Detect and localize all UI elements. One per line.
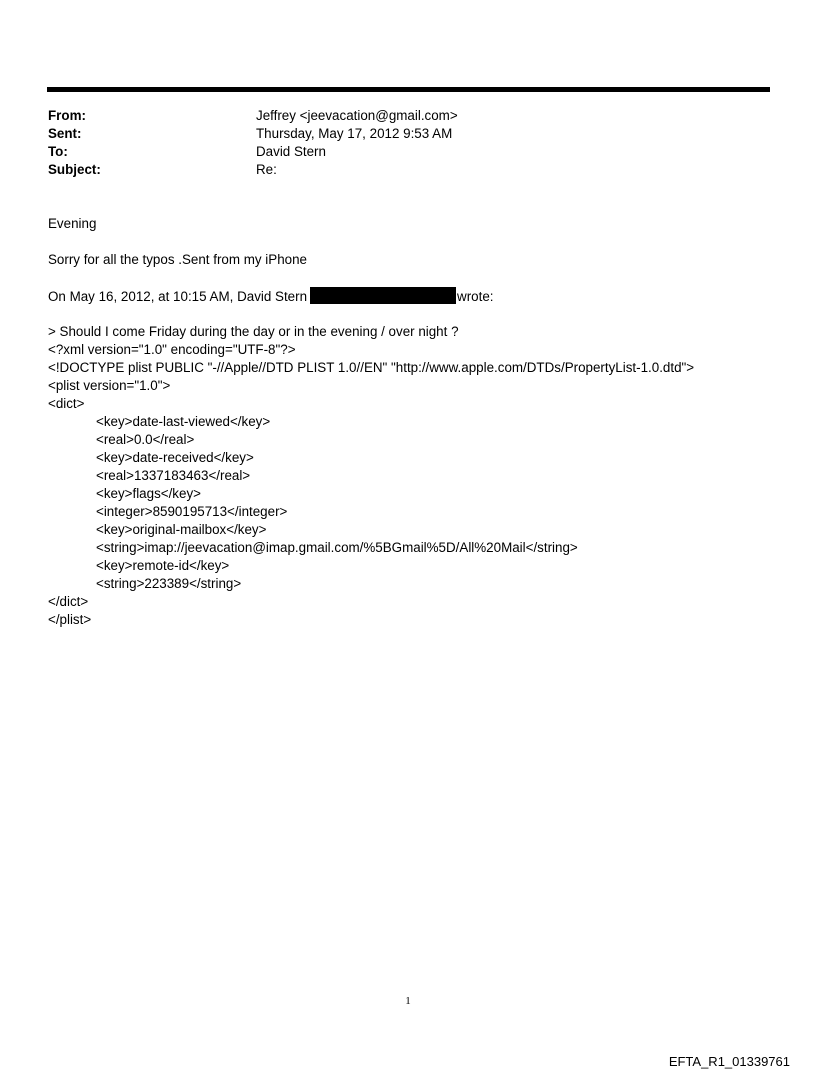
header-row-subject xyxy=(48,161,748,179)
quoted-line: <key>flags</key> xyxy=(96,486,201,501)
sent-label: Sent: xyxy=(48,126,82,141)
page-number: 1 xyxy=(405,995,411,1007)
quoted-line: <integer>8590195713</integer> xyxy=(96,504,288,519)
header-row-sent xyxy=(48,125,748,143)
quoted-line: <string>223389</string> xyxy=(96,576,242,591)
quoted-line: <real>1337183463</real> xyxy=(96,468,251,483)
subject-label: Subject: xyxy=(48,162,101,177)
quoted-message xyxy=(48,323,694,629)
from-value: Jeffrey <jeevacation@gmail.com> xyxy=(256,108,458,123)
quoted-line: <dict> xyxy=(48,396,85,411)
quoted-line: > Should I come Friday during the day or in the evening / over night ? xyxy=(48,324,459,339)
to-label: To: xyxy=(48,144,68,159)
document-id: EFTA_R1_01339761 xyxy=(668,1054,790,1069)
attribution-text-after: wrote: xyxy=(457,289,494,304)
header-divider xyxy=(47,87,770,92)
subject-value: Re: xyxy=(256,162,277,177)
quote-attribution xyxy=(48,287,494,306)
email-header xyxy=(48,107,748,179)
from-label: From: xyxy=(48,108,86,123)
header-row-from xyxy=(48,107,748,125)
quoted-line: <key>original-mailbox</key> xyxy=(96,522,267,537)
header-row-to xyxy=(48,143,748,161)
quoted-line: <key>date-last-viewed</key> xyxy=(96,414,271,429)
email-signature: Sorry for all the typos .Sent from my iPhone xyxy=(48,252,307,267)
email-greeting: Evening xyxy=(48,216,97,231)
quoted-line: <string>imap://jeevacation@imap.gmail.com/%5BGmail%5D/All%20Mail</string> xyxy=(96,540,578,555)
redaction-box xyxy=(310,287,456,304)
quoted-line: <key>remote-id</key> xyxy=(96,558,230,573)
quoted-line: <key>date-received</key> xyxy=(96,450,254,465)
quoted-line: </dict> xyxy=(48,594,89,609)
quoted-line: </plist> xyxy=(48,612,92,627)
quoted-line: <plist version="1.0"> xyxy=(48,378,171,393)
quoted-line: <real>0.0</real> xyxy=(96,432,195,447)
quoted-line: <!DOCTYPE plist PUBLIC "-//Apple//DTD PLIST 1.0//EN" "http://www.apple.com/DTDs/PropertyList-1.0.dtd"> xyxy=(48,360,695,375)
to-value: David Stern xyxy=(256,144,326,159)
attribution-text-before: On May 16, 2012, at 10:15 AM, David Stern xyxy=(48,289,308,304)
sent-value: Thursday, May 17, 2012 9:53 AM xyxy=(256,126,453,141)
quoted-line: <?xml version="1.0" encoding="UTF-8"?> xyxy=(48,342,296,357)
